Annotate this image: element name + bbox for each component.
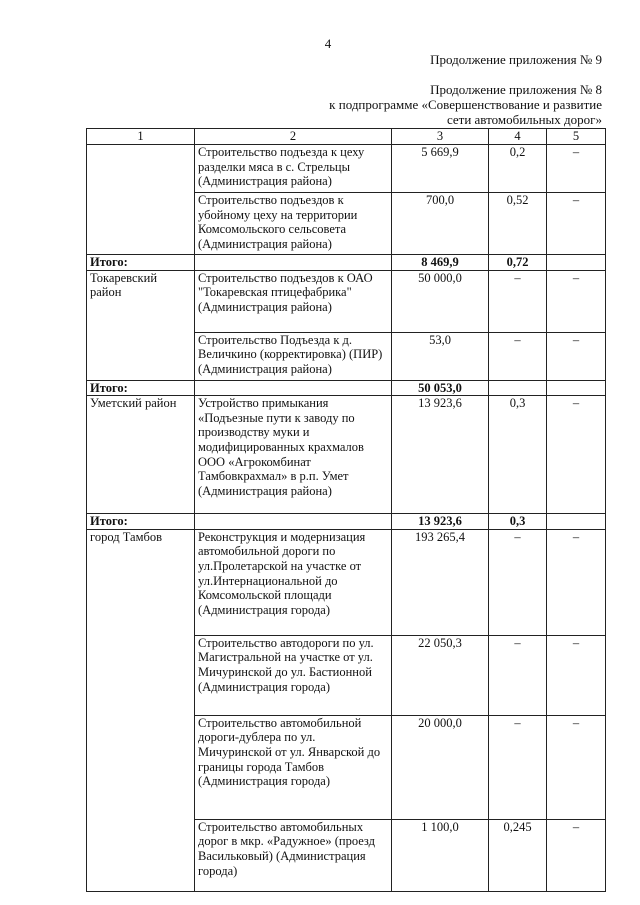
col5-cell: – — [547, 332, 606, 380]
project-name: Строительство Подъезда к д. Величкино (корректировка) (ПИР) (Администрация района) — [195, 332, 392, 380]
amount-cell: 5 669,9 — [392, 145, 489, 193]
length-cell: – — [489, 529, 547, 635]
length-cell: – — [489, 332, 547, 380]
table-row — [87, 145, 606, 193]
region-cell — [87, 145, 195, 255]
total-empty — [195, 255, 392, 271]
table-row — [87, 270, 606, 332]
project-name: Устройство примыкания «Подъезные пути к заводу по производству муки и модифицированных крахмалов ООО «Агрокомбинат Тамбовкрахмал» в р.п. Умет (Администрация района) — [195, 396, 392, 514]
total-col5 — [547, 255, 606, 271]
roads-table — [86, 128, 606, 892]
col5-cell: – — [547, 396, 606, 514]
length-cell: – — [489, 715, 547, 819]
amount-cell: 50 000,0 — [392, 270, 489, 332]
total-amount: 50 053,0 — [392, 380, 489, 396]
total-row — [87, 255, 606, 271]
total-length — [489, 380, 547, 396]
col5-cell: – — [547, 635, 606, 715]
amount-cell: 20 000,0 — [392, 715, 489, 819]
length-cell: 0,2 — [489, 145, 547, 193]
project-name: Строительство подъездов к ОАО "Токаревская птицефабрика" (Администрация района) — [195, 270, 392, 332]
project-name: Строительство подъездов к убойному цеху на территории Комсомольского сельсовета (Администрация района) — [195, 193, 392, 255]
col5-cell: – — [547, 819, 606, 891]
appendix-8-line3: сети автомобильных дорог» — [446, 112, 602, 127]
length-cell: – — [489, 270, 547, 332]
length-cell: 0,52 — [489, 193, 547, 255]
total-length: 0,72 — [489, 255, 547, 271]
amount-cell: 1 100,0 — [392, 819, 489, 891]
appendix-8-line1: Продолжение приложения № 8 — [430, 82, 602, 97]
col5-cell: – — [547, 270, 606, 332]
header-col-3: 3 — [392, 129, 489, 145]
appendix-8-continuation — [329, 82, 602, 127]
project-name: Строительство автодороги по ул. Магистральной на участке от ул. Мичуринской до ул. Бастионной (Администрация города) — [195, 635, 392, 715]
length-cell: 0,3 — [489, 396, 547, 514]
project-name: Строительство автомобильных дорог в мкр. «Радужное» (проезд Васильковый) (Администрация города) — [195, 819, 392, 891]
appendix-8-line2: к подпрограмме «Совершенствование и развитие — [329, 97, 602, 112]
appendix-9-continuation: Продолжение приложения № 9 — [430, 52, 602, 67]
amount-cell: 13 923,6 — [392, 396, 489, 514]
total-row — [87, 514, 606, 530]
col5-cell: – — [547, 145, 606, 193]
region-cell: Токаревский район — [87, 270, 195, 380]
project-name: Строительство подъезда к цеху разделки мяса в с. Стрельцы (Администрация района) — [195, 145, 392, 193]
total-empty — [195, 514, 392, 530]
length-cell: – — [489, 635, 547, 715]
amount-cell: 53,0 — [392, 332, 489, 380]
total-col5 — [547, 380, 606, 396]
table-row — [87, 529, 606, 635]
header-col-2: 2 — [195, 129, 392, 145]
length-cell: 0,245 — [489, 819, 547, 891]
total-length: 0,3 — [489, 514, 547, 530]
col5-cell: – — [547, 715, 606, 819]
table-header-row — [87, 129, 606, 145]
amount-cell: 700,0 — [392, 193, 489, 255]
total-label: Итого: — [87, 380, 195, 396]
page-number: 4 — [324, 36, 332, 51]
header-col-5: 5 — [547, 129, 606, 145]
total-empty — [195, 380, 392, 396]
col5-cell: – — [547, 193, 606, 255]
region-cell: город Тамбов — [87, 529, 195, 891]
total-label: Итого: — [87, 514, 195, 530]
amount-cell: 22 050,3 — [392, 635, 489, 715]
total-row — [87, 380, 606, 396]
header-col-1: 1 — [87, 129, 195, 145]
region-cell: Уметский район — [87, 396, 195, 514]
table-row — [87, 396, 606, 514]
total-amount: 13 923,6 — [392, 514, 489, 530]
total-amount: 8 469,9 — [392, 255, 489, 271]
amount-cell: 193 265,4 — [392, 529, 489, 635]
project-name: Строительство автомобильной дороги-дублера по ул. Мичуринской от ул. Январской до границы города Тамбов (Администрация города) — [195, 715, 392, 819]
total-label: Итого: — [87, 255, 195, 271]
project-name: Реконструкция и модернизация автомобильной дороги по ул.Пролетарской на участке от ул.Интернациональной до Комсомольской площади (Администрация города) — [195, 529, 392, 635]
header-col-4: 4 — [489, 129, 547, 145]
total-col5 — [547, 514, 606, 530]
col5-cell: – — [547, 529, 606, 635]
